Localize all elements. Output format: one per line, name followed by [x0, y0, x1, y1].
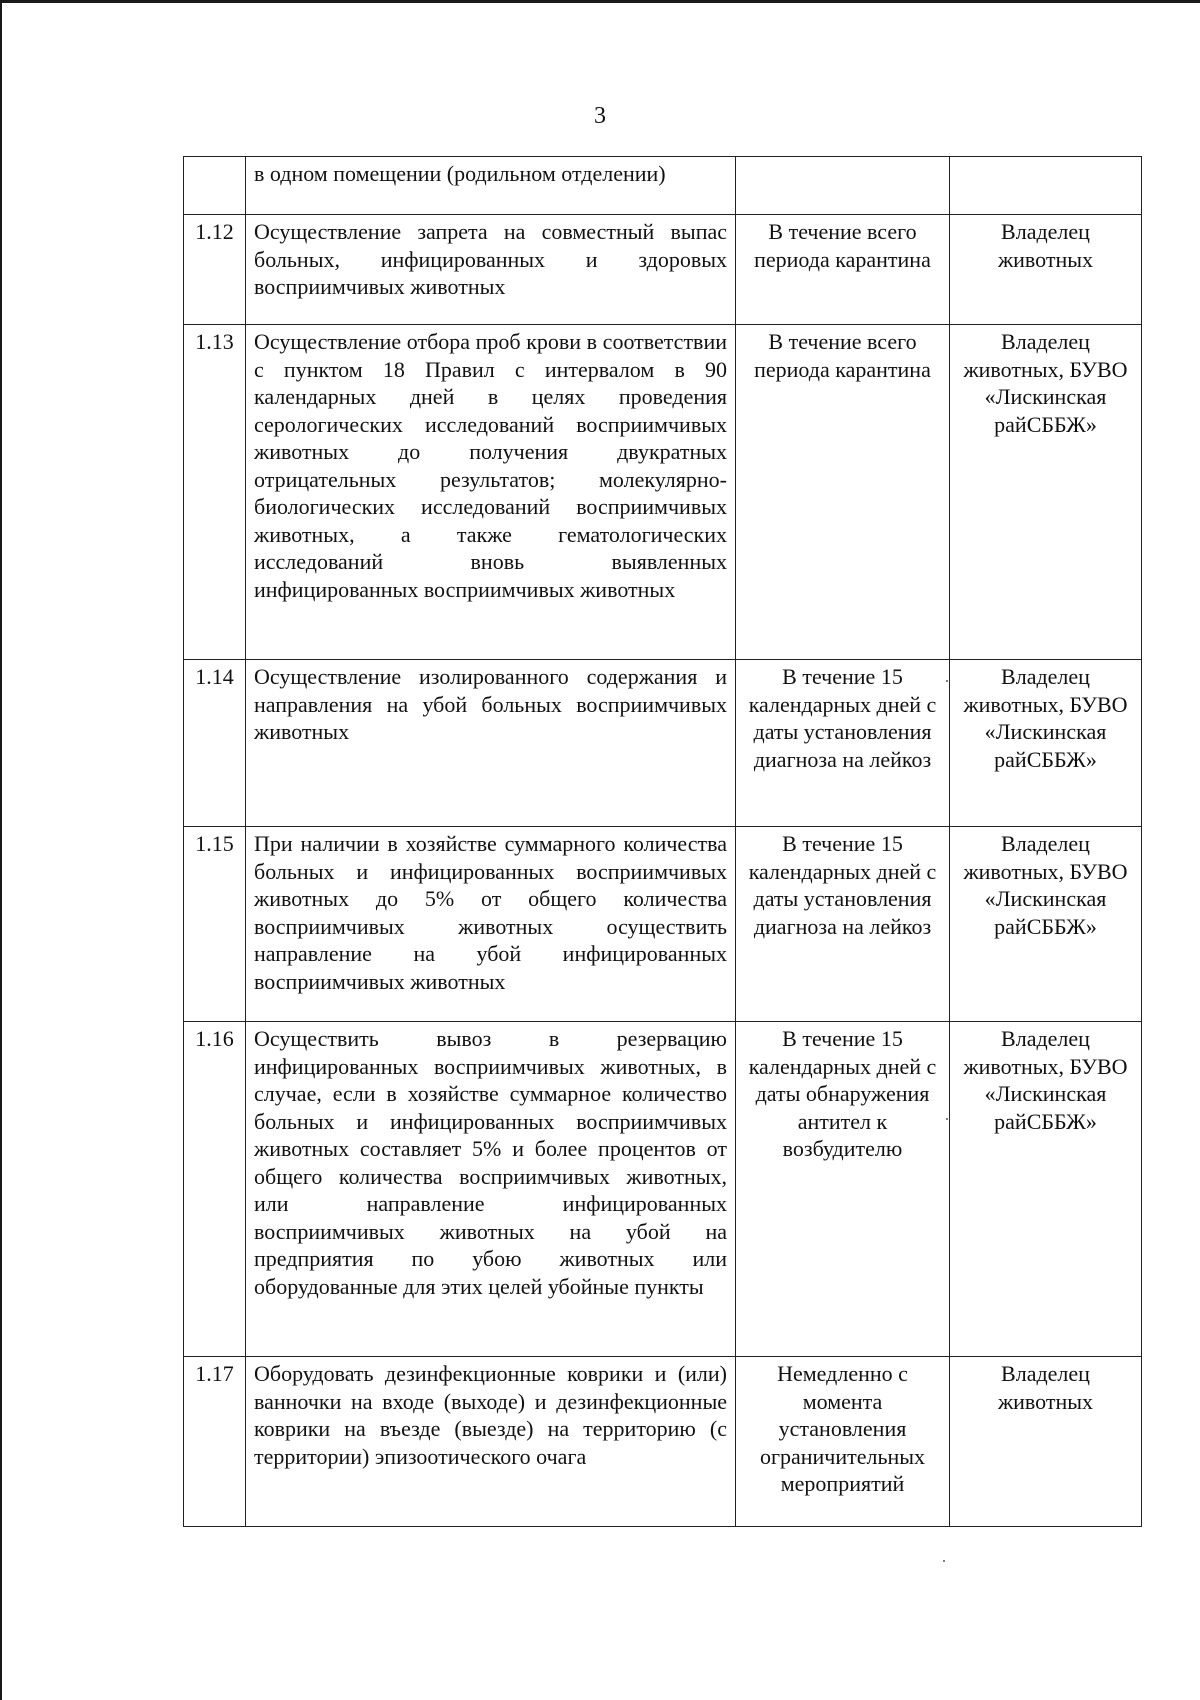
- row-number: 1.15: [184, 827, 246, 1022]
- responsible-text: Владелец животных, БУВО «Лискинская райСББЖ»: [950, 325, 1142, 660]
- responsible-text: Владелец животных, БУВО «Лискинская райСББЖ»: [950, 1022, 1142, 1357]
- measure-text: Осуществление изолированного содержания и направления на убой больных восприимчивых животных: [246, 660, 736, 827]
- term-text: В течение всего периода карантина: [736, 215, 950, 325]
- measure-text: Осуществление отбора проб крови в соответствии с пунктом 18 Правил с интервалом в 90 календарных дней в целях проведения серологических исследований восприимчивых животных до получения двукратных отрицательных результатов; молекулярно-биологических исследований восприимчивых животных, а также гематологических исследований вновь выявленных инфицированных восприимчивых животных: [246, 325, 736, 660]
- term-text: В течение 15 календарных дней с даты установления диагноза на лейкоз: [736, 827, 950, 1022]
- term-text: В течение 15 календарных дней с даты обнаружения антител к возбудителю: [736, 1022, 950, 1357]
- scan-edge-left: [0, 0, 2, 1700]
- table-row: [184, 215, 1142, 325]
- responsible-text: Владелец животных, БУВО «Лискинская райСББЖ»: [950, 660, 1142, 827]
- measure-text: Оборудовать дезинфекционные коврики и (или) ванночки на входе (выходе) и дезинфекционные коврики на въезде (выезде) на территорию (с территории) эпизоотического очага: [246, 1357, 736, 1527]
- row-number: 1.13: [184, 325, 246, 660]
- row-number: 1.12: [184, 215, 246, 325]
- responsible-text: [950, 157, 1142, 215]
- table-row: [184, 827, 1142, 1022]
- responsible-text: Владелец животных: [950, 1357, 1142, 1527]
- table-row: [184, 325, 1142, 660]
- responsible-text: Владелец животных: [950, 215, 1142, 325]
- responsible-text: Владелец животных, БУВО «Лискинская райСББЖ»: [950, 827, 1142, 1022]
- measure-text: При наличии в хозяйстве суммарного количества больных и инфицированных восприимчивых животных до 5% от общего количества восприимчивых животных осуществить направление на убой инфицированных восприимчивых животных: [246, 827, 736, 1022]
- measure-text: в одном помещении (родильном отделении): [246, 157, 736, 215]
- table-row: [184, 1357, 1142, 1527]
- row-number: 1.14: [184, 660, 246, 827]
- measures-table: [183, 156, 1142, 1527]
- row-number: 1.17: [184, 1357, 246, 1527]
- table-row: [184, 660, 1142, 827]
- scan-speck: [946, 680, 948, 682]
- measure-text: Осуществление запрета на совместный выпас больных, инфицированных и здоровых восприимчивых животных: [246, 215, 736, 325]
- term-text: В течение 15 календарных дней с даты установления диагноза на лейкоз: [736, 660, 950, 827]
- measure-text: Осуществить вывоз в резервацию инфицированных восприимчивых животных, в случае, если в хозяйстве суммарное количество больных и инфицированных восприимчивых животных составляет 5% и более процентов от общего количества восприимчивых животных, или направление инфицированных восприимчивых животных на убой на предприятия по убою животных или оборудованные для этих целей убойные пункты: [246, 1022, 736, 1357]
- term-text: Немедленно с момента установления ограничительных мероприятий: [736, 1357, 950, 1527]
- scan-speck: [946, 1118, 948, 1120]
- table-row: [184, 157, 1142, 215]
- row-number: 1.16: [184, 1022, 246, 1357]
- row-number: [184, 157, 246, 215]
- term-text: [736, 157, 950, 215]
- scan-speck: [943, 1560, 945, 1562]
- scan-edge-top: [0, 0, 1200, 3]
- table-row: [184, 1022, 1142, 1357]
- page-number: 3: [594, 103, 606, 129]
- term-text: В течение всего периода карантина: [736, 325, 950, 660]
